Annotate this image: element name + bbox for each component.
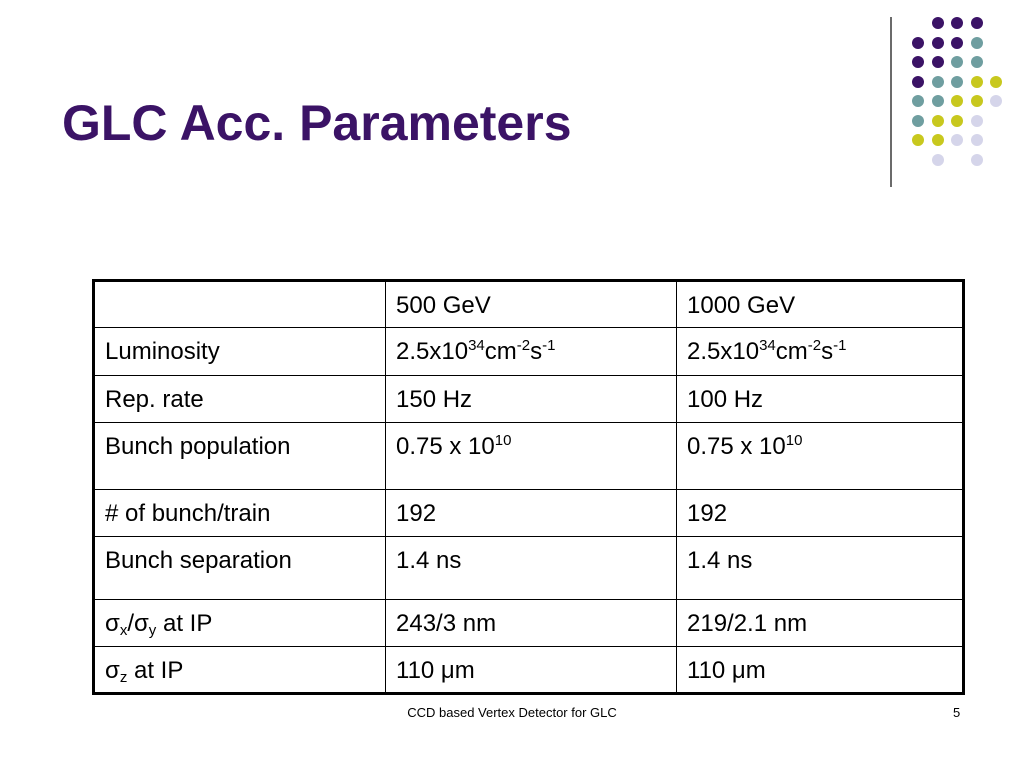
- decorative-dot: [932, 95, 944, 107]
- sigma-symbol: σ: [133, 610, 149, 637]
- decorative-dot: [912, 95, 924, 107]
- decorative-dot: [932, 76, 944, 88]
- decorative-dot: [912, 37, 924, 49]
- decorative-dot: [990, 76, 1002, 88]
- decorative-dot: [951, 95, 963, 107]
- header-cell-500gev: 500 GeV: [386, 281, 677, 328]
- bunch-train-1000: 192: [677, 490, 964, 537]
- header-cell-empty: [94, 281, 386, 328]
- luminosity-500: [386, 328, 677, 376]
- slide-footer: CCD based Vertex Detector for GLC: [407, 705, 617, 720]
- decorative-dot: [971, 37, 983, 49]
- unit: cm: [484, 338, 517, 365]
- rep-rate-1000: 100 Hz: [677, 376, 964, 423]
- decorative-dot: [932, 37, 944, 49]
- exponent: -1: [542, 337, 556, 354]
- decorative-dot: [971, 95, 983, 107]
- exponent: -2: [807, 337, 822, 354]
- decorative-dot: [951, 115, 963, 127]
- decorative-dot: [971, 154, 983, 166]
- decorative-dot: [912, 134, 924, 146]
- base: 0.75 x 10: [396, 433, 495, 460]
- unit: s: [530, 338, 543, 365]
- row-label: Bunch separation: [94, 537, 386, 600]
- sigma-z-1000: 110 μm: [677, 647, 964, 694]
- decorative-dot: [951, 17, 963, 29]
- row-label: [94, 647, 386, 694]
- decorative-dot: [951, 56, 963, 68]
- decorative-dot: [971, 17, 983, 29]
- decorative-dot: [932, 115, 944, 127]
- label-rest: at IP: [156, 610, 213, 637]
- table-row-bunch-population: [94, 423, 964, 490]
- exponent: 34: [759, 337, 776, 354]
- bunch-train-500: 192: [386, 490, 677, 537]
- row-label: Rep. rate: [94, 376, 386, 423]
- row-label: # of bunch/train: [94, 490, 386, 537]
- unit: cm: [775, 338, 808, 365]
- decorative-dot: [971, 115, 983, 127]
- decorative-dot: [912, 56, 924, 68]
- sigma-symbol: σ: [105, 610, 120, 637]
- rep-rate-500: 150 Hz: [386, 376, 677, 423]
- decorative-dot: [932, 17, 944, 29]
- parameters-table: [92, 279, 965, 695]
- sigma-symbol: σ: [105, 657, 120, 684]
- luminosity-1000: [677, 328, 964, 376]
- table-row-rep-rate: [94, 376, 964, 423]
- slash: /: [127, 610, 134, 637]
- base: 2.5x10: [687, 338, 760, 365]
- table-row-sigma-z: [94, 647, 964, 694]
- slide-title: GLC Acc. Parameters: [62, 95, 572, 151]
- bunch-population-1000: [677, 423, 964, 490]
- header-cell-1000gev: 1000 GeV: [677, 281, 964, 328]
- bunch-separation-1000: 1.4 ns: [677, 537, 964, 600]
- table-row-sigma-xy: [94, 600, 964, 647]
- sigma-xy-500: 243/3 nm: [386, 600, 677, 647]
- decorative-dot: [932, 134, 944, 146]
- subscript: z: [119, 669, 128, 686]
- exponent: 34: [468, 337, 485, 354]
- table-row-bunch-train: [94, 490, 964, 537]
- bunch-separation-500: 1.4 ns: [386, 537, 677, 600]
- bunch-population-500: [386, 423, 677, 490]
- exponent: 10: [494, 432, 512, 449]
- decorative-dot: [912, 76, 924, 88]
- sigma-xy-1000: 219/2.1 nm: [677, 600, 964, 647]
- decorative-dot: [971, 76, 983, 88]
- table-row-bunch-separation: [94, 537, 964, 600]
- decorative-dot: [971, 134, 983, 146]
- decorative-dot: [912, 115, 924, 127]
- decorative-dot: [951, 37, 963, 49]
- table-row-luminosity: [94, 328, 964, 376]
- exponent: 10: [785, 432, 803, 449]
- label-rest: at IP: [127, 657, 184, 684]
- exponent: -2: [516, 337, 531, 354]
- decorative-dot: [932, 154, 944, 166]
- base: 2.5x10: [396, 338, 469, 365]
- decorative-dot: [990, 95, 1002, 107]
- row-label: Luminosity: [94, 328, 386, 376]
- page-number: 5: [953, 705, 961, 720]
- sigma-z-500: 110 μm: [386, 647, 677, 694]
- decorative-dot: [971, 56, 983, 68]
- divider-line: [890, 17, 892, 187]
- subscript: x: [119, 622, 128, 639]
- table-header-row: [94, 281, 964, 328]
- base: 0.75 x 10: [687, 433, 786, 460]
- decorative-dot: [951, 134, 963, 146]
- decorative-dot-grid: [0, 0, 1024, 200]
- subscript: y: [148, 622, 157, 639]
- row-label: Bunch population: [94, 423, 386, 490]
- decorative-dot: [932, 56, 944, 68]
- decorative-dot: [951, 76, 963, 88]
- unit: s: [821, 338, 834, 365]
- exponent: -1: [833, 337, 847, 354]
- row-label: [94, 600, 386, 647]
